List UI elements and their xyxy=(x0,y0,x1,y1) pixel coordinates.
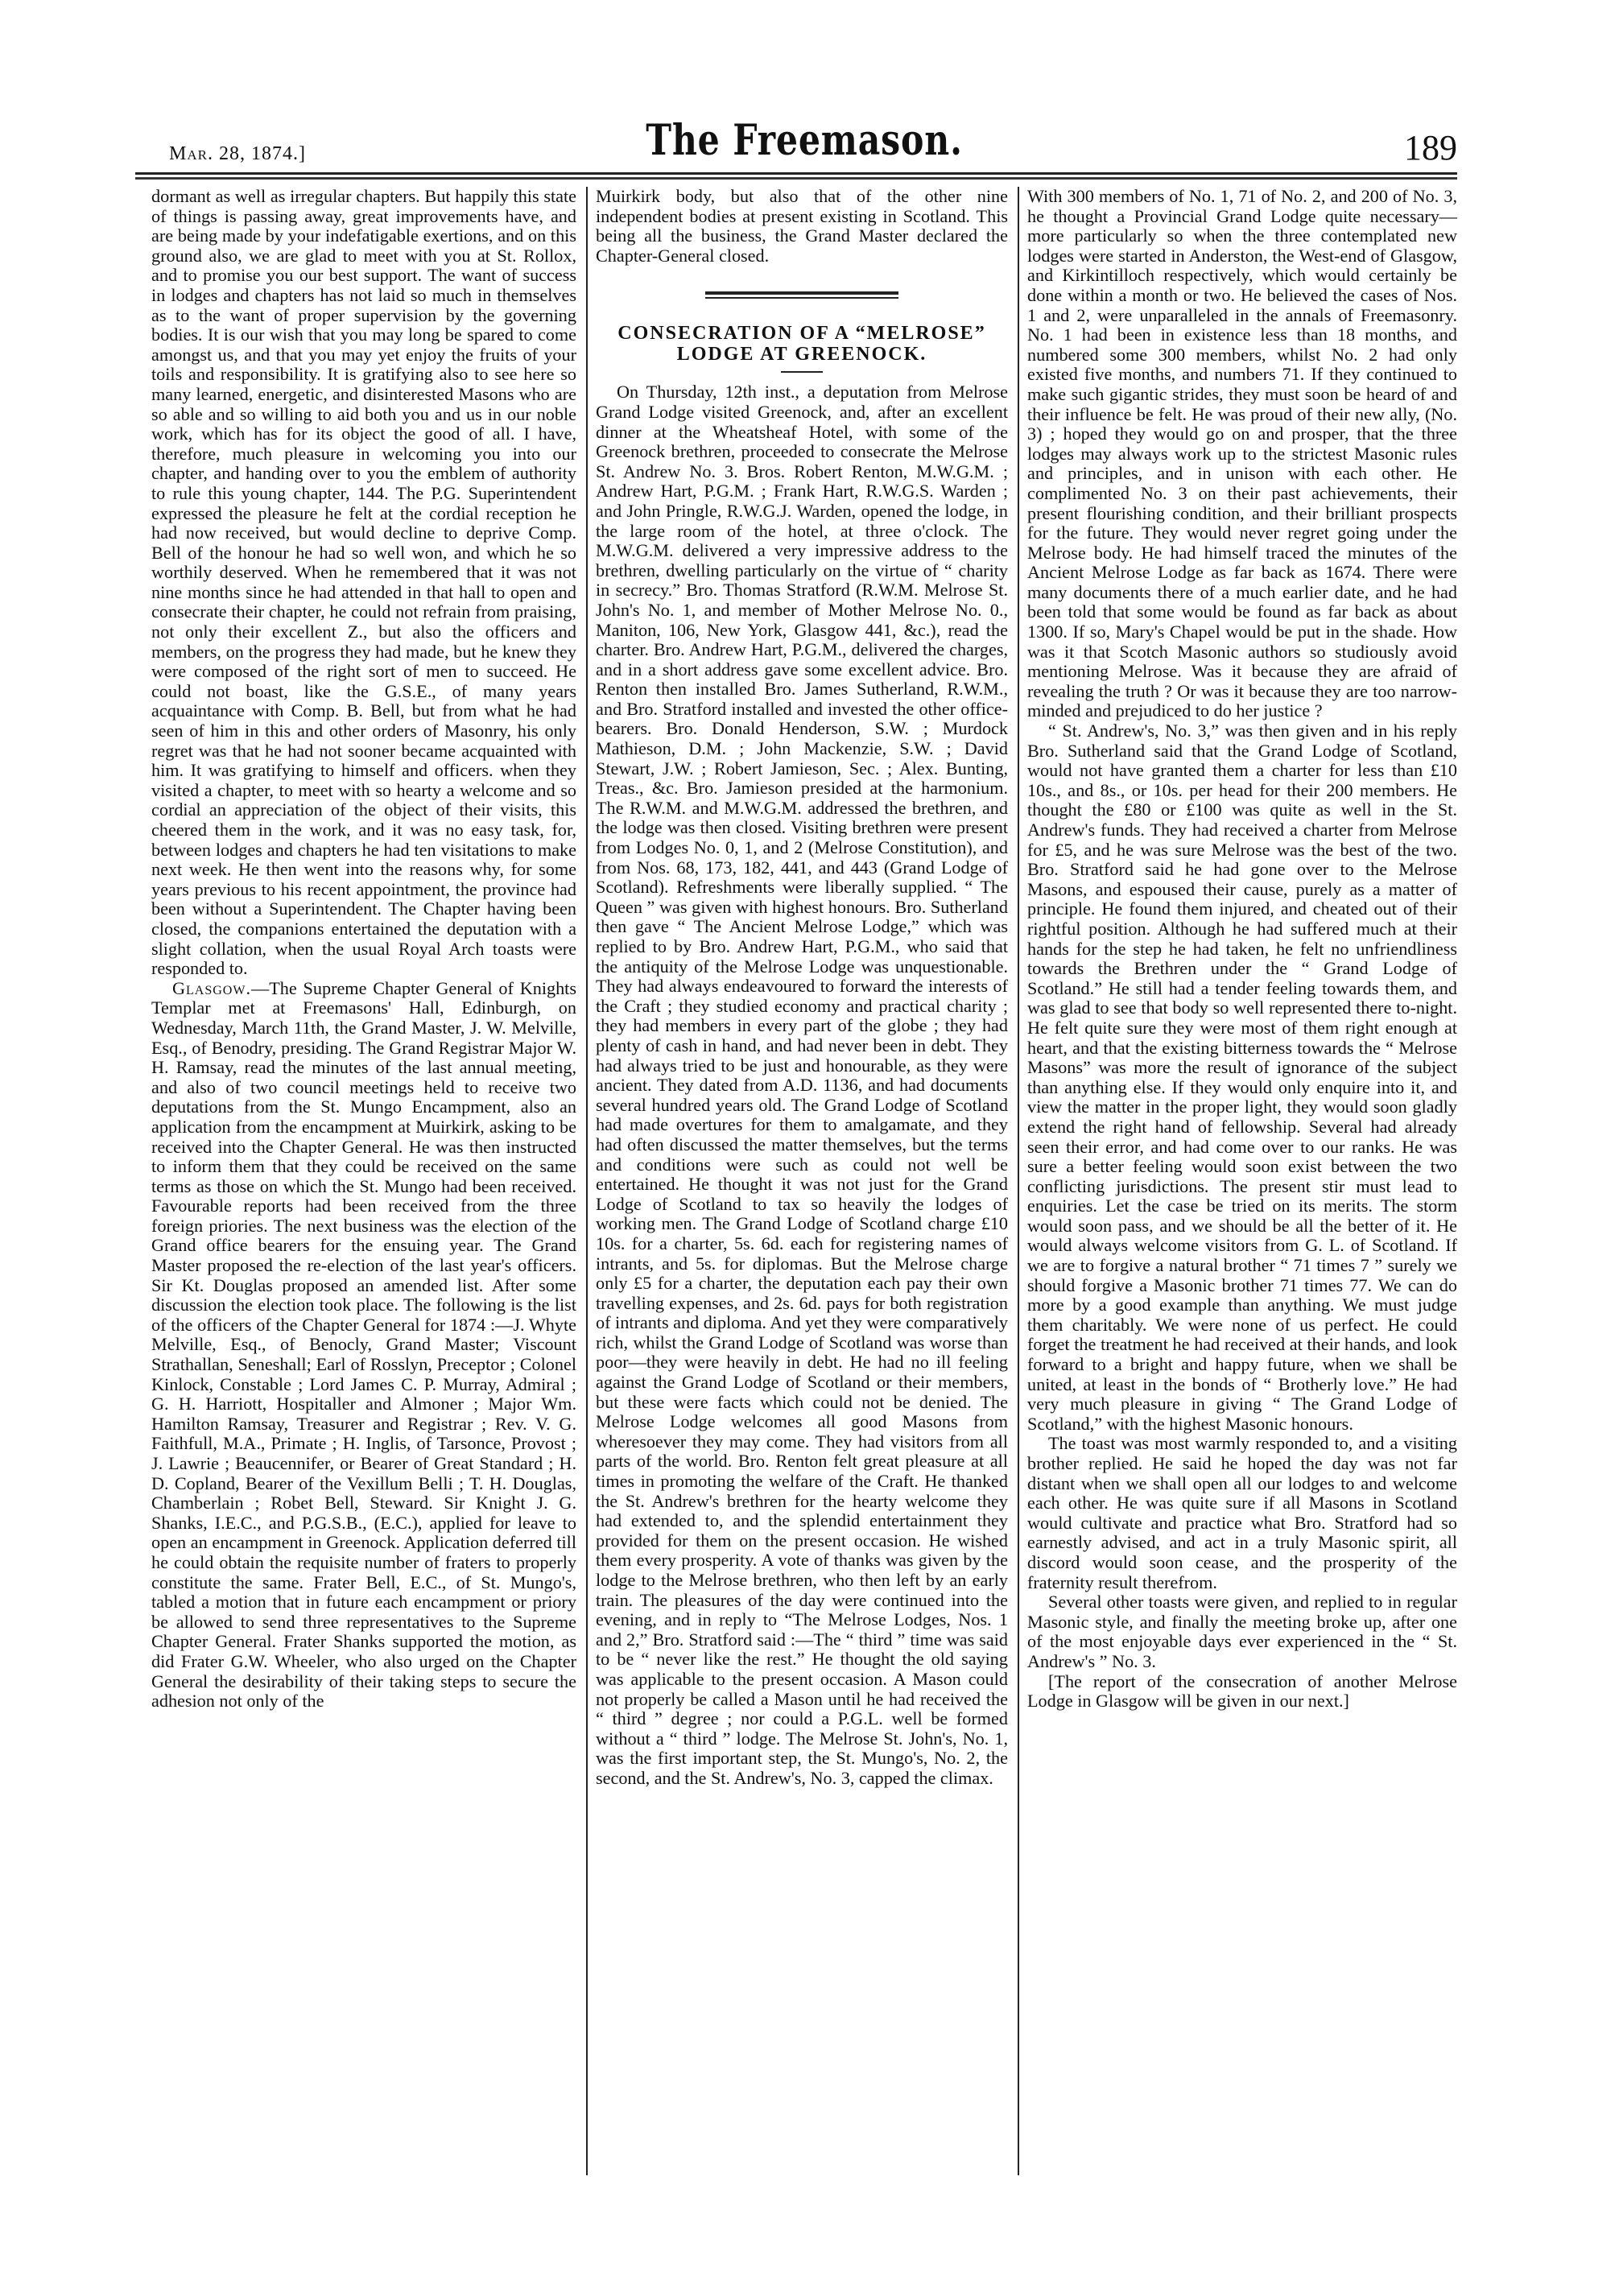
column-2 xyxy=(596,187,1008,1789)
paragraph-lead: Glasgow. xyxy=(172,977,252,998)
paragraph: The toast was most warmly responded to, and a visiting brother replied. He said he hoped the day was not far distant when we shall open all our lodges to and welcome each other. He was quite sure if all Masons in Scotland would cultivate and practice what Bro. Stratford had so earnestly advised, and act in a truly Masonic spirit, all discord would soon cease, and the prosperity of the fraternity result therefrom. xyxy=(1027,1433,1457,1592)
paragraph-glasgow xyxy=(151,979,576,1712)
issue-date: Mar. 28, 1874.] xyxy=(169,143,306,164)
masthead-rule-secondary xyxy=(135,178,1457,180)
column-1 xyxy=(151,187,576,1712)
paragraph: dormant as well as irregular chapters. But happily this state of things is passing away, great improvements have, and are being made by your indefatigable exertions, and on this ground also, we are glad to meet with you at St. Rollox, and to promise you our best support. The want of success in lodges and chapters has not laid so much in themselves as to the want of proper supervision by the governing bodies. It is our wish that you may long be spared to come amongst us, and that you may yet enjoy the fruits of your toils and responsibility. It is gratifying also to see here so many learned, energetic, and disinterested Masons who are so able and so willing to aid both you and us in our noble work, which has for its object the good of all. I have, therefore, much pleasure in welcoming you into our chapter, and handing over to you the emblem of authority to rule this young chapter, 144. The P.G. Superintendent expressed the pleasure he felt at the cordial reception he had now received, but would decline to deprive Comp. Bell of the honour he had so well won, and which he so worthily deserved. When he remembered that it was not nine months since he had attended in that hall to open and consecrate their chapter, he could not refrain from praising, not only their excellent Z., but also the officers and members, on the progress they had made, but he knew they were composed of the right sort of men to succeed. He could not boast, like the G.S.E., of many years acquaintance with Comp. B. Bell, but from what he had seen of him in this and other orders of Masonry, his only regret was that he had not sooner became acquainted with him. It was gratifying to himself and officers. when they visited a chapter, to meet with so hearty a welcome and so cordial an appreciation of the object of their visits, this cheered them in the work, and it was no easy task, for, between lodges and chapters he had ten visitations to make next week. He then went into the reasons why, for some years previous to his recent appointment, the province had been without a Superintendent. The Chapter having been closed, the companions entertained the deputation with a slight collation, when the usual Royal Arch toasts were responded to. xyxy=(151,186,576,979)
paragraph-intro: Muirkirk body, but also that of the other nine independent bodies at present existing in Scotland. This being all the business, the Grand Master declared the Chapter-General closed. xyxy=(596,186,1008,266)
article-columns xyxy=(151,187,1457,2175)
masthead-rule xyxy=(135,172,1457,178)
column-3 xyxy=(1027,187,1457,1712)
newspaper-title: The Freemason. xyxy=(646,116,963,165)
column-divider xyxy=(586,187,588,2175)
masthead xyxy=(151,113,1457,171)
article-heading: CONSECRATION OF A “MELROSE” LODGE AT GREENOCK. xyxy=(617,323,986,365)
paragraph: On Thursday, 12th inst., a deputation from Melrose Grand Lodge visited Greenock, and, after an excellent dinner at the Wheatsheaf Hotel, with some of the Greenock brethren, proceeded to consecrate the Melrose St. Andrew No. 3. Bros. Robert Renton, M.W.G.M. ; Andrew Hart, P.G.M. ; Frank Hart, R.W.G.S. Warden ; and John Pringle, R.W.G.J. Warden, opened the lodge, in the large room of the hotel, at three o'clock. The M.W.G.M. delivered a very impressive address to the brethren, dwelling particularly on the virtue of “ charity in secrecy.” Bro. Thomas Stratford (R.W.M. Melrose St. John's No. 1, and member of Mother Melrose No. 0., Maniton, 106, New York, Glasgow 441, &c.), read the charter. Bro. Andrew Hart, P.G.M., delivered the charges, and in a short address gave some excellent advice. Bro. Renton then installed Bro. James Sutherland, R.W.M., and Bro. Stratford installed and invested the other office-bearers. Bro. Donald Henderson, S.W. ; Murdock Mathieson, D.M. ; John Mackenzie, S.W. ; David Stewart, J.W. ; Robert Jamieson, Sec. ; Alex. Bunting, Treas., &c. Bro. Jamieson presided at the harmonium. The R.W.M. and M.W.G.M. addressed the brethren, and the lodge was then closed. Visiting brethren were present from Lodges No. 0, 1, and 2 (Melrose Constitution), and from Nos. 68, 173, 182, 441, and 443 (Grand Lodge of Scotland). Refreshments were liberally supplied. “ The Queen ” was given with highest honours. Bro. Sutherland then gave “ The Ancient Melrose Lodge,” which was replied to by Bro. Andrew Hart, P.G.M., who said that the antiquity of the Melrose Lodge was unquestionable. They had always endeavoured to forward the interests of the Craft ; they studied economy and practical charity ; they had members in every part of the globe ; they had plenty of cash in hand, and had never been in debt. They had always tried to be just and honourable, as they were ancient. They dated from A.D. 1136, and had documents several hundred years old. The Grand Lodge of Scotland had made overtures for them to amalgamate, and they had often discussed the matter themselves, but the terms and conditions were such as could not well be entertained. He thought it was not just for the Grand Lodge of Scotland to tax so heavily the lodges of working men. The Grand Lodge of Scotland charge £10 10s. for a charter, 5s. 6d. each for registering names of intrants, and 5s. for diplomas. But the Melrose charge only £5 for a charter, the deputation each pay their own travelling expenses, and 2s. 6d. pays for both registration of intrants and diploma. And yet they were comparatively rich, whilst the Grand Lodge of Scotland was worse than poor—they were heavily in debt. He had no ill feeling against the Grand Lodge of Scotland or their members, but these were facts which could not be denied. The Melrose Lodge welcomes all good Masons from wheresoever they may come. They had visitors from all parts of the world. Bro. Renton felt great pleasure at all times in promoting the welfare of the Craft. He thanked the St. Andrew's brethren for the hearty welcome they had extended to, and the splendid entertainment they provided for them on the present occasion. He wished them every prosperity. A vote of thanks was given by the lodge to the Melrose brethren, who then left by an early train. The pleasures of the day were continued into the evening, and in reply to “The Melrose Lodges, Nos. 1 and 2,” Bro. Stratford said :—The “ third ” time was said to be “ never like the rest.” He thought the old saying was applicable to the present occasion. A Mason could not properly be called a Mason until he had received the “ third ” degree ; nor could a P.G.L. well be formed without a “ third ” lodge. The Melrose St. John's, No. 1, was the first important step, the St. Mungo's, No. 2, the second, and the St. Andrew's, No. 3, capped the climax. xyxy=(596,382,1009,1788)
paragraph-body: —The Supreme Chapter General of Knights Templar met at Freemasons' Hall, Edinburgh, on Wednesday, March 11th, the Grand Master, J. W. Melville, Esq., of Benodry, presiding. The Grand Registrar Major W. H. Ramsay, read the minutes of the last annual meeting, and also of two council meetings held to receive two deputations from the St. Mungo Encampment, also an application from the encampment at Muirkirk, asking to be received into the Chapter General. He was then instructed to inform them that they could be received on the same terms as those on which the St. Mungo had been received. Favourable reports had been received from the three foreign priories. The next business was the election of the Grand office bearers for the ensuing year. The Grand Master proposed the re-election of the last year's officers. Sir Kt. Douglas proposed an amended list. After some discussion the election took place. The following is the list of the officers of the Chapter General for 1874 :—J. Whyte Melville, Esq., of Benocly, Grand Master; Viscount Strathallan, Seneshall; Earl of Rosslyn, Preceptor ; Colonel Kinlock, Constable ; Lord James C. P. Murray, Admiral ; G. H. Harriott, Hospitaller and Almoner ; Major Wm. Hamilton Ramsay, Treasurer and Registrar ; Rev. V. G. Faithfull, M.A., Primate ; H. Inglis, of Tarsonce, Provost ; J. Lawrie ; Beaucennifer, or Bearer of Great Standard ; H. D. Copland, Bearer of the Vexillum Belli ; T. H. Douglas, Chamberlain ; Robet Bell, Steward. Sir Knight J. G. Shanks, I.E.C., and P.G.S.B., (E.C.), applied for leave to open an encampment in Greenock. Application deferred till he could obtain the requisite number of fraters to properly constitute the same. Frater Bell, E.C., of St. Mungo's, tabled a motion that in future each encampment or priory be allowed to send three representatives to the Supreme Chapter General. Frater Shanks supported the motion, as did Frater G.W. Wheeler, who also urged on the Chapter General the desirability of their taking steps to secure the adhesion not only of the xyxy=(151,977,576,1712)
paragraph-editor-note: [The report of the consecration of another Melrose Lodge in Glasgow will be given in our next.] xyxy=(1027,1670,1457,1712)
newspaper-page xyxy=(151,113,1457,1788)
heading-rule xyxy=(781,371,823,373)
paragraph: With 300 members of No. 1, 71 of No. 2, and 200 of No. 3, he thought a Provincial Grand Lodge quite necessary—more particularly so when the three contemplated new lodges were started in Anderston, the West-end of Glasgow, and Kirkintilloch respectively, which would certainly be done within a month or two. He believed the cases of Nos. 1 and 2, were unparalleled in the annals of Freemasonry. No. 1 had been in existence less than 18 months, and numbered some 300 members, whilst No. 2 had only existed five months, and numbers 71. If they continued to make such gigantic strides, they must soon be heard of and their influence be felt. He was proud of their new ally, (No. 3) ; hoped they would go on and prosper, that the three lodges may always work up to the strictest Masonic rules and principles, and in unison with each other. He complimented No. 3 on their past achievements, their present flourishing condition, and their brilliant prospects for the future. They would never regret going under the Melrose body. He had himself traced the minutes of the Ancient Melrose Lodge as far back as 1674. There were many documents there of a much earlier date, and he had been told that some would be found as far back as about 1300. If so, Mary's Chapel would be put in the shade. How was it that Scotch Masonic authors so studiously avoid mentioning Melrose. Was it because they are afraid of revealing the truth ? Or was it because they are too narrow-minded and prejudiced to do her justice ? xyxy=(1027,186,1457,721)
page-number: 189 xyxy=(1404,128,1457,167)
column-divider xyxy=(1018,187,1019,2175)
section-separator xyxy=(705,291,898,299)
paragraph: Several other toasts were given, and replied to in regular Masonic style, and finally the meeting broke up, after one of the most enjoyable days ever experienced in the “ St. Andrew's ” No. 3. xyxy=(1027,1592,1457,1671)
paragraph: “ St. Andrew's, No. 3,” was then given and in his reply Bro. Sutherland said that the Grand Lodge of Scotland, would not have granted them a charter for less than £10 10s., and 8s., or 10s. per head for their 200 members. He thought the £80 or £100 was quite as well in the St. Andrew's funds. They had received a charter from Melrose for £5, and he was sure Melrose was the best of the two. Bro. Stratford said he had gone over to the Melrose Masons, and espoused their cause, purely as a matter of principle. He found them injured, and cheated out of their rightful position. Although he had suffered much at their hands for the step he had taken, he felt no unfriendliness towards the Brethren under the “ Grand Lodge of Scotland.” He still had a tender feeling towards them, and was glad to see that body so well represented there to-night. He felt quite sure they were most of them right enough at heart, and that the existing bitterness towards the “ Melrose Masons” was more the result of ignorance of the subject than anything else. If they would only enquire into it, and view the matter in the proper light, they would soon gladly extend the right hand of fellowship. Several had already seen their error, and had come over to our ranks. He was sure a better feeling would soon exist between the two conflicting jurisdictions. The present stir must lead to enquiries. Let the case be tried on its merits. The storm would soon pass, and we should be all the better of it. He would always welcome visitors from G. L. of Scotland. If we are to forgive a natural brother “ 71 times 7 ” surely we should forgive a Masonic brother 71 times 77. We can do more by a good example than anything. We must judge them charitably. We were none of us perfect. He could forget the treatment he had received at their hands, and look forward to a bright and happy future, when we shall be united, at least in the bonds of “ Brotherly love.” He had very much pleasure in giving “ The Grand Lodge of Scotland,” with the highest Masonic honours. xyxy=(1027,721,1457,1434)
